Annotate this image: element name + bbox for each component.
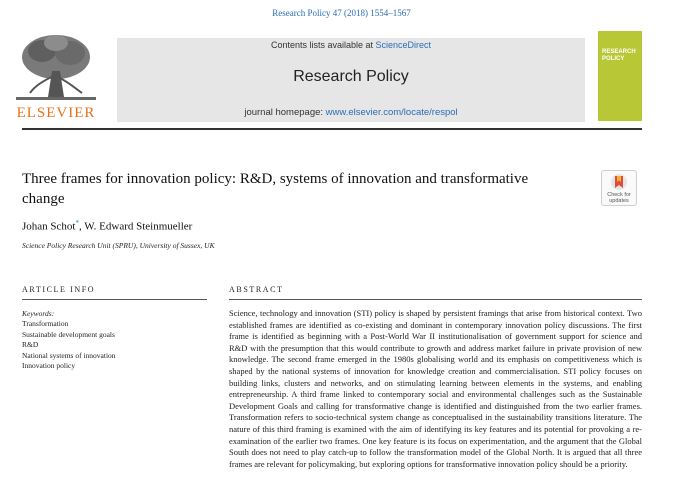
keywords-label: Keywords: [22, 309, 55, 318]
abstract-heading: ABSTRACT [229, 285, 284, 294]
keyword-item: National systems of innovation [22, 350, 116, 360]
check-for-updates-button[interactable] [601, 170, 637, 206]
keyword-item: Sustainable development goals [22, 329, 115, 339]
author-affiliation: Science Policy Research Unit (SPRU), University of Sussex, UK [22, 241, 215, 250]
author-list [22, 219, 192, 233]
journal-cover-thumbnail[interactable] [598, 31, 642, 121]
contents-prefix: Contents lists available at [270, 40, 376, 50]
cover-title [602, 49, 636, 63]
keyword-item: Innovation policy [22, 361, 76, 370]
sciencedirect-link[interactable]: ScienceDirect [375, 40, 432, 50]
keywords-list [22, 319, 116, 372]
author-name[interactable]: Johan Schot [22, 220, 76, 233]
bookmark-icon [602, 171, 636, 193]
article-info-heading: ARTICLE INFO [22, 285, 96, 294]
elsevier-logo[interactable] [12, 31, 100, 121]
corresponding-author-mark[interactable]: * [75, 219, 79, 227]
keyword-item: Transformation [22, 319, 69, 328]
author-name[interactable]: W. Edward Steinmueller [84, 220, 193, 233]
journal-title[interactable]: Research Policy [293, 68, 409, 85]
keyword-item: R&D [22, 340, 39, 349]
cover-title-line2: POLICY [602, 56, 625, 62]
check-for-updates-label: Check for updates [607, 192, 631, 204]
journal-homepage [117, 107, 585, 118]
author-separator: , [78, 220, 85, 233]
journal-citation[interactable]: Research Policy 47 (2018) 1554–1567 [272, 8, 411, 18]
abstract-text: Science, technology and innovation (STI) policy is shaped by persistent framings that arise from historical context. Two established frames are identified as co-existing and dominant in contemporary innovation policy discussions. The first frame is identified as beginning with a Post-World War II institutionalisation of government support for science and R&D with the presumption that this would contribute to growth and address market failure in private provision of new knowledge. The second frame emerged in the 1980s globalising world and its emphasis on competitiveness which is shaped by the national systems of innovation for knowledge creation and commercialisation. STI policy focuses on building links, clusters and networks, and on stimulating learning between elements in the systems, and enabling entrepreneurship. A third frame linked to contemporary social and environmental challenges such as the Sustainable Development Goals and calling for transformative change is identified and distinguished from the two earlier frames. Transformation refers to socio-technical system change as conceptualised in the sustainability transitions literature. The nature of this third framing is examined with the aim of identifying its key features and its potential for provoking a re-examination of the earlier two frames. One key feature is its focus on experimentation, and the argument that the Global South does not need to play catch-up to follow the transformation model of the Global North. It is argued that all three frames are relevant for policymaking, but exploring options for transformative innovation policy should be a priority. [229, 308, 642, 469]
contents-line [117, 40, 585, 50]
elsevier-wordmark: ELSEVIER [16, 105, 96, 121]
article-info-divider [22, 299, 207, 300]
homepage-link[interactable]: www.elsevier.com/locate/respol [325, 107, 458, 118]
abstract-divider [229, 299, 642, 300]
header-divider [22, 128, 642, 130]
homepage-prefix: journal homepage: [244, 107, 326, 118]
article-title: Three frames for innovation policy: R&D, systems of innovation and transformative change [22, 171, 529, 207]
elsevier-tree-icon [12, 31, 100, 103]
cover-title-line1: RESEARCH [602, 49, 636, 55]
